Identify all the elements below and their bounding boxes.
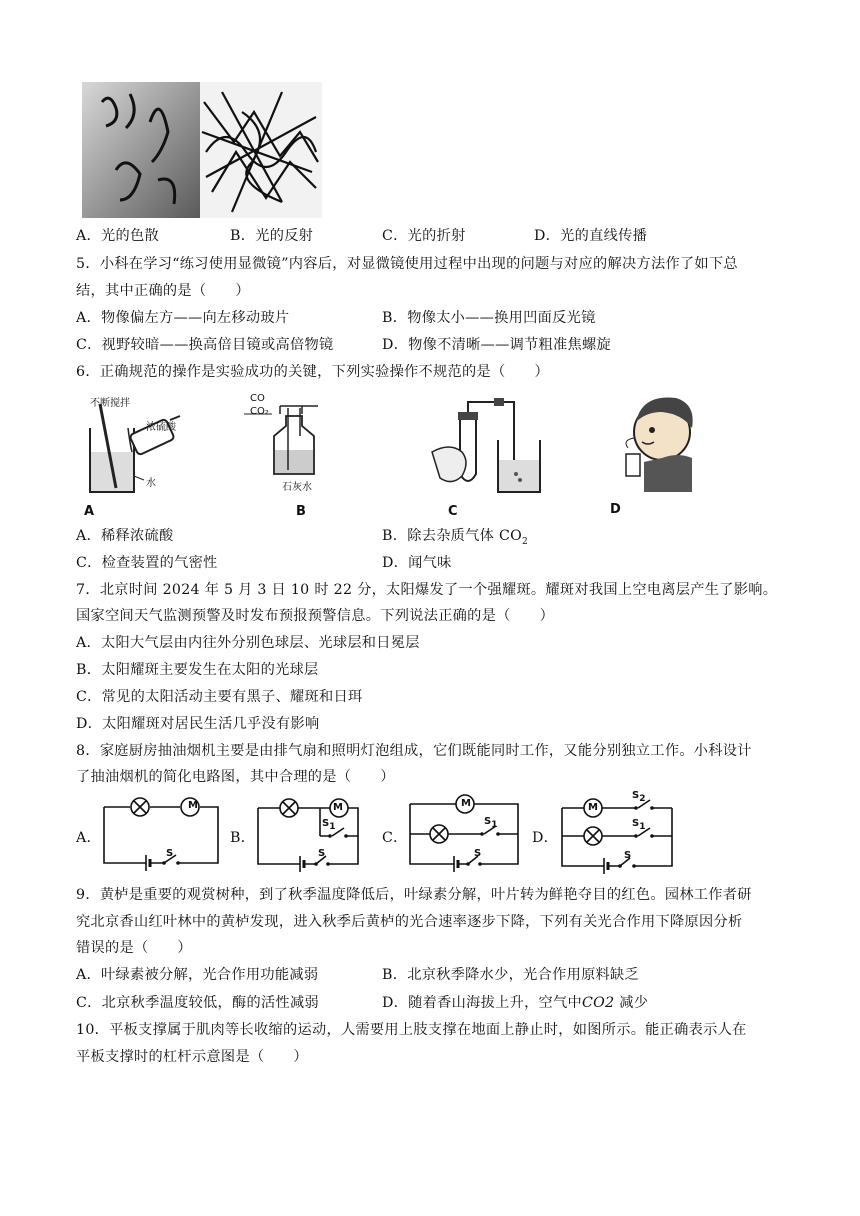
- q8-c-switch1-label: $S_1$: [484, 816, 498, 830]
- q5-option-d: D．物像不清晰——调节粗准焦螺旋: [382, 337, 611, 353]
- q8-c-motor-label: M: [461, 798, 471, 809]
- q4-option-c: C．光的折射: [382, 228, 466, 244]
- q6-fig-label-d: D: [610, 502, 621, 517]
- q8-a-switch-label: S: [166, 848, 174, 859]
- q8-c-switch-label: S: [474, 848, 482, 859]
- q9-option-d: D．随着香山海拔上升，空气中CO2 减少: [382, 995, 649, 1011]
- q6-option-a: A．稀释浓硫酸: [76, 528, 174, 544]
- q7-stem-line2: 国家空间天气监测预警及时发布预报预警信息。下列说法正确的是（ ）: [76, 608, 555, 624]
- q8-d-switch-label: S: [624, 850, 632, 861]
- q6-option-c: C．检查装置的气密性: [76, 555, 218, 571]
- q10-stem-line1: 10．平板支撑属于肌肉等长收缩的运动，人需要用上肢支撑在地面上静止时，如图所示。能正确表示人在: [76, 1022, 747, 1038]
- q6-figure-d: [608, 392, 708, 492]
- q8-stem-line1: 8．家庭厨房抽油烟机主要是由排气扇和照明灯泡组成，它们既能同时工作，又能分别独立工作。小科设计: [76, 743, 752, 759]
- q8-d-switch1-label: $S_1$: [632, 818, 646, 832]
- q8-b-motor-label: M: [333, 802, 343, 813]
- q8-stem-line2: 了抽油烟机的简化电路图，其中合理的是（ ）: [76, 769, 395, 785]
- q5-stem-line1: 5．小科在学习“练习使用显微镜”内容后，对显微镜使用过程中出现的问题与对应的解决方法作了如下总: [76, 256, 738, 272]
- q9-option-a: A．叶绿素被分解，光合作用功能减弱: [76, 967, 319, 983]
- q6-option-d: D．闻气味: [382, 555, 452, 571]
- q8-d-motor-label: M: [588, 802, 598, 813]
- q7-option-b: B．太阳耀斑主要发生在太阳的光球层: [76, 662, 319, 678]
- q8-a-motor-label: M: [188, 800, 198, 811]
- q6-fig-b-label-co: CO: [250, 393, 265, 404]
- q8-b-switch-label: S: [318, 848, 326, 859]
- q9-stem-line1: 9．黄栌是重要的观赏树种，到了秋季温度降低后，叶绿素分解，叶片转为鲜艳夺目的红色。园林工作者研: [76, 887, 752, 903]
- q9-option-c: C．北京秋季温度较低，酶的活性减弱: [76, 995, 319, 1011]
- q5-stem-line2: 结，其中正确的是（ ）: [76, 283, 250, 299]
- q9-stem-line3: 错误的是（ ）: [76, 940, 192, 956]
- q8-circuit-b: [254, 796, 364, 872]
- q8-circuit-d: [556, 794, 680, 874]
- q6-fig-b-label-limewater: 石灰水: [282, 482, 312, 493]
- q6-fig-b-label-co2: CO₂: [250, 406, 269, 417]
- q8-b-switch1-label: $S_1$: [322, 818, 336, 832]
- q8-label-d: D．: [532, 830, 559, 846]
- q8-d-switch2-label: $S_2$: [632, 790, 646, 804]
- q6-fig-a-label-stir: 不断搅拌: [90, 398, 130, 409]
- q4-option-a: A．光的色散: [76, 228, 159, 244]
- q6-option-b: B．除去杂质气体 $CO_2$: [382, 528, 529, 547]
- q6-fig-label-a: A: [84, 504, 95, 519]
- q5-option-c: C．视野较暗——换高倍目镜或高倍物镜: [76, 337, 334, 353]
- q10-stem-line2: 平板支撑时的杠杆示意图是（ ）: [76, 1049, 308, 1065]
- q7-option-d: D．太阳耀斑对居民生活几乎没有影响: [76, 716, 320, 732]
- q7-stem-line1: 7．北京时间 2024 年 5 月 3 日 10 时 22 分，太阳爆发了一个强耀斑。耀斑对我国上空电离层产生了影响。: [76, 582, 778, 598]
- q5-option-a: A．物像偏左方——向左移动玻片: [76, 310, 290, 326]
- q6-figure-c: [428, 396, 558, 506]
- q8-label-a: A．: [76, 830, 102, 846]
- q4-photo: [82, 82, 322, 218]
- q6-fig-a-label-acid: 浓硫酸: [146, 422, 176, 433]
- q5-option-b: B．物像太小——换用凹面反光镜: [382, 310, 596, 326]
- q7-option-c: C．常见的太阳活动主要有黑子、耀斑和日珥: [76, 689, 363, 705]
- q6-fig-a-label-water: 水: [146, 478, 156, 489]
- q6-stem: 6．正确规范的操作是实验成功的关键，下列实验操作不规范的是（ ）: [76, 364, 549, 380]
- q9-option-b: B．北京秋季降水少，光合作用原料缺乏: [382, 967, 640, 983]
- q7-option-a: A．太阳大气层由内往外分别色球层、光球层和日冕层: [76, 635, 420, 651]
- q6-fig-label-b: B: [296, 504, 306, 519]
- q9-stem-line2: 究北京香山红叶林中的黄栌发现，进入秋季后黄栌的光合速率逐步下降，下列有关光合作用下降原因分析: [76, 914, 743, 930]
- q4-option-b: B．光的反射: [230, 228, 314, 244]
- q6-fig-label-c: C: [448, 504, 458, 519]
- q4-option-d: D．光的直线传播: [534, 228, 648, 244]
- q8-circuit-a: [100, 795, 224, 871]
- q8-label-c: C．: [382, 830, 408, 846]
- q8-label-b: B．: [230, 830, 256, 846]
